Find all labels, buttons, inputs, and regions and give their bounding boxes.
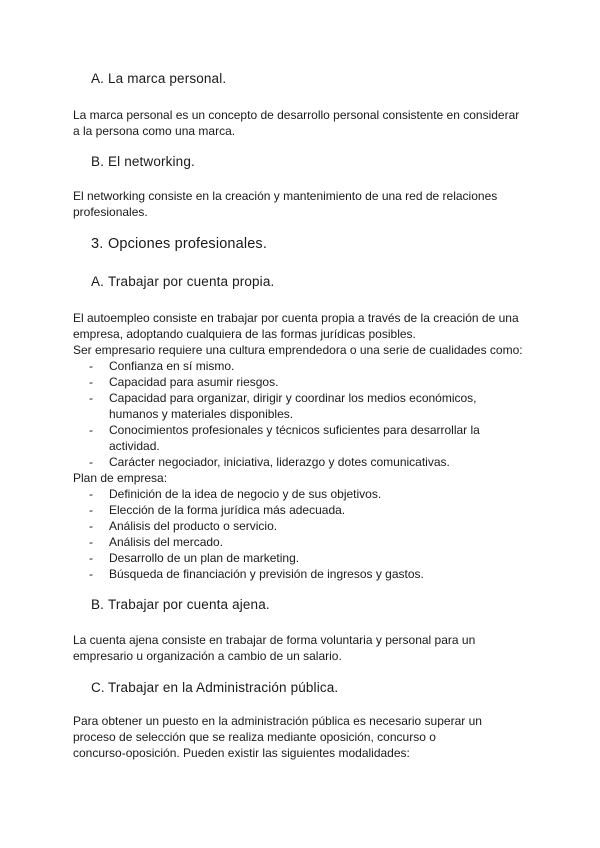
heading-networking (91, 154, 195, 170)
dash-bullet: - (89, 423, 93, 437)
heading-title: Trabajar por cuenta propia. (108, 274, 275, 289)
text-line: proceso de selección que se realiza mediante oposición, concurso o (73, 730, 436, 744)
paragraph-administracion-publica (73, 713, 533, 761)
dash-bullet: - (89, 375, 93, 389)
list-item-text: Análisis del mercado. (109, 535, 224, 549)
list-item (73, 550, 543, 566)
heading-opciones-profesionales (91, 236, 267, 252)
dash-bullet: - (89, 535, 93, 549)
list-item-text: Búsqueda de financiación y previsión de ingresos y gastos. (109, 567, 424, 581)
dash-bullet: - (89, 503, 93, 517)
text-line: empresario u organización a cambio de un salario. (73, 649, 342, 663)
list-item-text: actividad. (109, 439, 160, 453)
text-line: a la persona como una marca. (73, 124, 236, 138)
heading-title: Trabajar por cuenta ajena. (108, 597, 270, 612)
text-line: Ser empresario requiere una cultura emprendedora o una serie de cualidades como: (73, 343, 523, 357)
paragraph-cuenta-ajena (73, 632, 533, 664)
heading-marca-personal (91, 71, 226, 87)
list-item (73, 390, 543, 422)
list-item-text: Confianza en sí mismo. (109, 359, 235, 373)
list-item (73, 518, 543, 534)
text-line: La cuenta ajena consiste en trabajar de forma voluntaria y personal para un (73, 633, 476, 647)
list-item-text: Elección de la forma jurídica más adecuada. (109, 503, 346, 517)
heading-cuenta-ajena (91, 597, 270, 613)
heading-title: La marca personal. (108, 71, 227, 86)
heading-marker: B. (91, 154, 105, 169)
heading-administracion-publica (91, 680, 338, 696)
list-item-text: Carácter negociador, iniciativa, liderazgo y dotes comunicativas. (109, 455, 450, 469)
list-item (73, 422, 543, 454)
heading-marker: C. (91, 680, 105, 695)
list-item-text: Conocimientos profesionales y técnicos suficientes para desarrollar la (109, 423, 480, 437)
dash-bullet: - (89, 567, 93, 581)
text-line: La marca personal es un concepto de desarrollo personal consistente en considerar (73, 108, 520, 122)
plan-empresa-label: Plan de empresa: (73, 471, 168, 485)
paragraph-autoempleo (73, 310, 533, 358)
dash-bullet: - (89, 487, 93, 501)
list-item (73, 502, 543, 518)
list-item (73, 358, 543, 374)
heading-cuenta-propia (91, 274, 274, 290)
list-item-text: Definición de la idea de negocio y de sus objetivos. (109, 487, 382, 501)
paragraph-marca-personal (73, 107, 533, 139)
text-line: profesionales. (73, 205, 148, 219)
qualities-list (73, 358, 543, 582)
dash-bullet: - (89, 391, 93, 405)
heading-marker: A. (91, 71, 105, 86)
list-item-text: Desarrollo de un plan de marketing. (109, 551, 300, 565)
dash-bullet: - (89, 359, 93, 373)
list-item (73, 566, 543, 582)
dash-bullet: - (89, 519, 93, 533)
heading-title: Trabajar en la Administración pública. (108, 680, 339, 695)
heading-marker: B. (91, 597, 105, 612)
heading-title: Opciones profesionales. (108, 236, 268, 252)
list-item-text: humanos y materiales disponibles. (109, 407, 294, 421)
text-line: El networking consiste en la creación y mantenimiento de una red de relaciones (73, 189, 498, 203)
heading-marker: A. (91, 274, 105, 289)
heading-marker: 3. (91, 236, 104, 252)
text-line: El autoempleo consiste en trabajar por cuenta propia a través de la creación de una (73, 311, 519, 325)
dash-bullet: - (89, 551, 93, 565)
heading-title: El networking. (108, 154, 195, 169)
list-item (73, 374, 543, 390)
dash-bullet: - (89, 455, 93, 469)
list-item (73, 486, 543, 502)
text-line: Para obtener un puesto en la administración pública es necesario superar un (73, 714, 482, 728)
list-item (73, 454, 543, 470)
list-item-text: Capacidad para organizar, dirigir y coordinar los medios económicos, (109, 391, 477, 405)
paragraph-networking (73, 188, 533, 220)
list-item-text: Capacidad para asumir riesgos. (109, 375, 279, 389)
text-line: concurso-oposición. Pueden existir las siguientes modalidades: (73, 746, 410, 760)
list-item (73, 534, 543, 550)
text-line: empresa, adoptando cualquiera de las formas jurídicas posibles. (73, 327, 416, 341)
list-item-text: Análisis del producto o servicio. (109, 519, 278, 533)
